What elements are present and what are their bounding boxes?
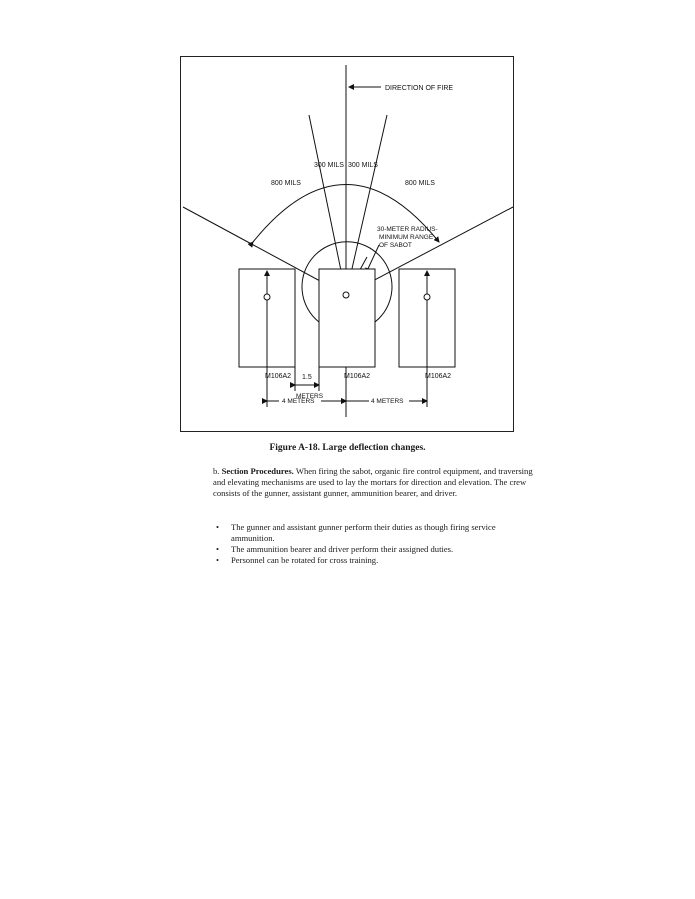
direction-of-fire-label: DIRECTION OF FIRE (385, 85, 454, 92)
spacing-left-label: 4 METERS (282, 398, 315, 405)
paragraph-lead: b. (213, 466, 222, 476)
list-item (213, 522, 533, 544)
bullet-text: The gunner and assistant gunner perform their duties as though firing service ammunition. (231, 522, 496, 543)
gap-unit-label: METERS (296, 393, 324, 400)
paragraph-body: When firing the sabot, organic fire control equipment, and traversing and elevating mechanisms are used to lay the mortars for direction and elevation. The crew consists of the gunner, assistant gunner, ammunition bearer, and driver. (213, 466, 533, 498)
ray-300-right (346, 115, 387, 295)
mils-300-left-label: 300 MILS (314, 162, 344, 169)
vehicle-left-label: M106A2 (265, 373, 292, 380)
list-item (213, 544, 533, 555)
figure-frame (180, 56, 514, 432)
radius-label-line2: MINIMUM RANGE (379, 234, 434, 241)
vehicle-right-label: M106A2 (425, 373, 452, 380)
bullet-text: Personnel can be rotated for cross training. (231, 555, 379, 565)
deflection-diagram (181, 57, 515, 433)
bullet-marker: • (216, 522, 220, 532)
bullet-marker: • (216, 555, 220, 565)
gap-value-label: 1.5 (302, 374, 312, 381)
ray-300-left (309, 115, 346, 295)
list-item (213, 555, 533, 566)
mils-300-right-label: 300 MILS (348, 162, 378, 169)
paragraph-heading: Section Procedures. (221, 466, 294, 476)
vehicle-center (319, 269, 375, 367)
spacing-right-label: 4 METERS (371, 398, 404, 405)
mils-800-right-label: 800 MILS (405, 180, 435, 187)
bullet-list (213, 522, 533, 566)
figure-caption: Figure A-18. Large deflection changes. (269, 443, 426, 453)
section-procedures-paragraph (213, 466, 533, 499)
vehicle-center-label: M106A2 (344, 373, 371, 380)
bullet-text: The ammunition bearer and driver perform their assigned duties. (231, 544, 454, 554)
radius-label-line3: OF SABOT (379, 242, 412, 249)
bullet-marker: • (216, 544, 220, 554)
mortar-left-position (264, 294, 270, 300)
mortar-right-position (424, 294, 430, 300)
radius-label-line1: 30-METER RADIUS- (377, 226, 438, 233)
mortar-center-position (343, 292, 349, 298)
mils-800-left-label: 800 MILS (271, 180, 301, 187)
